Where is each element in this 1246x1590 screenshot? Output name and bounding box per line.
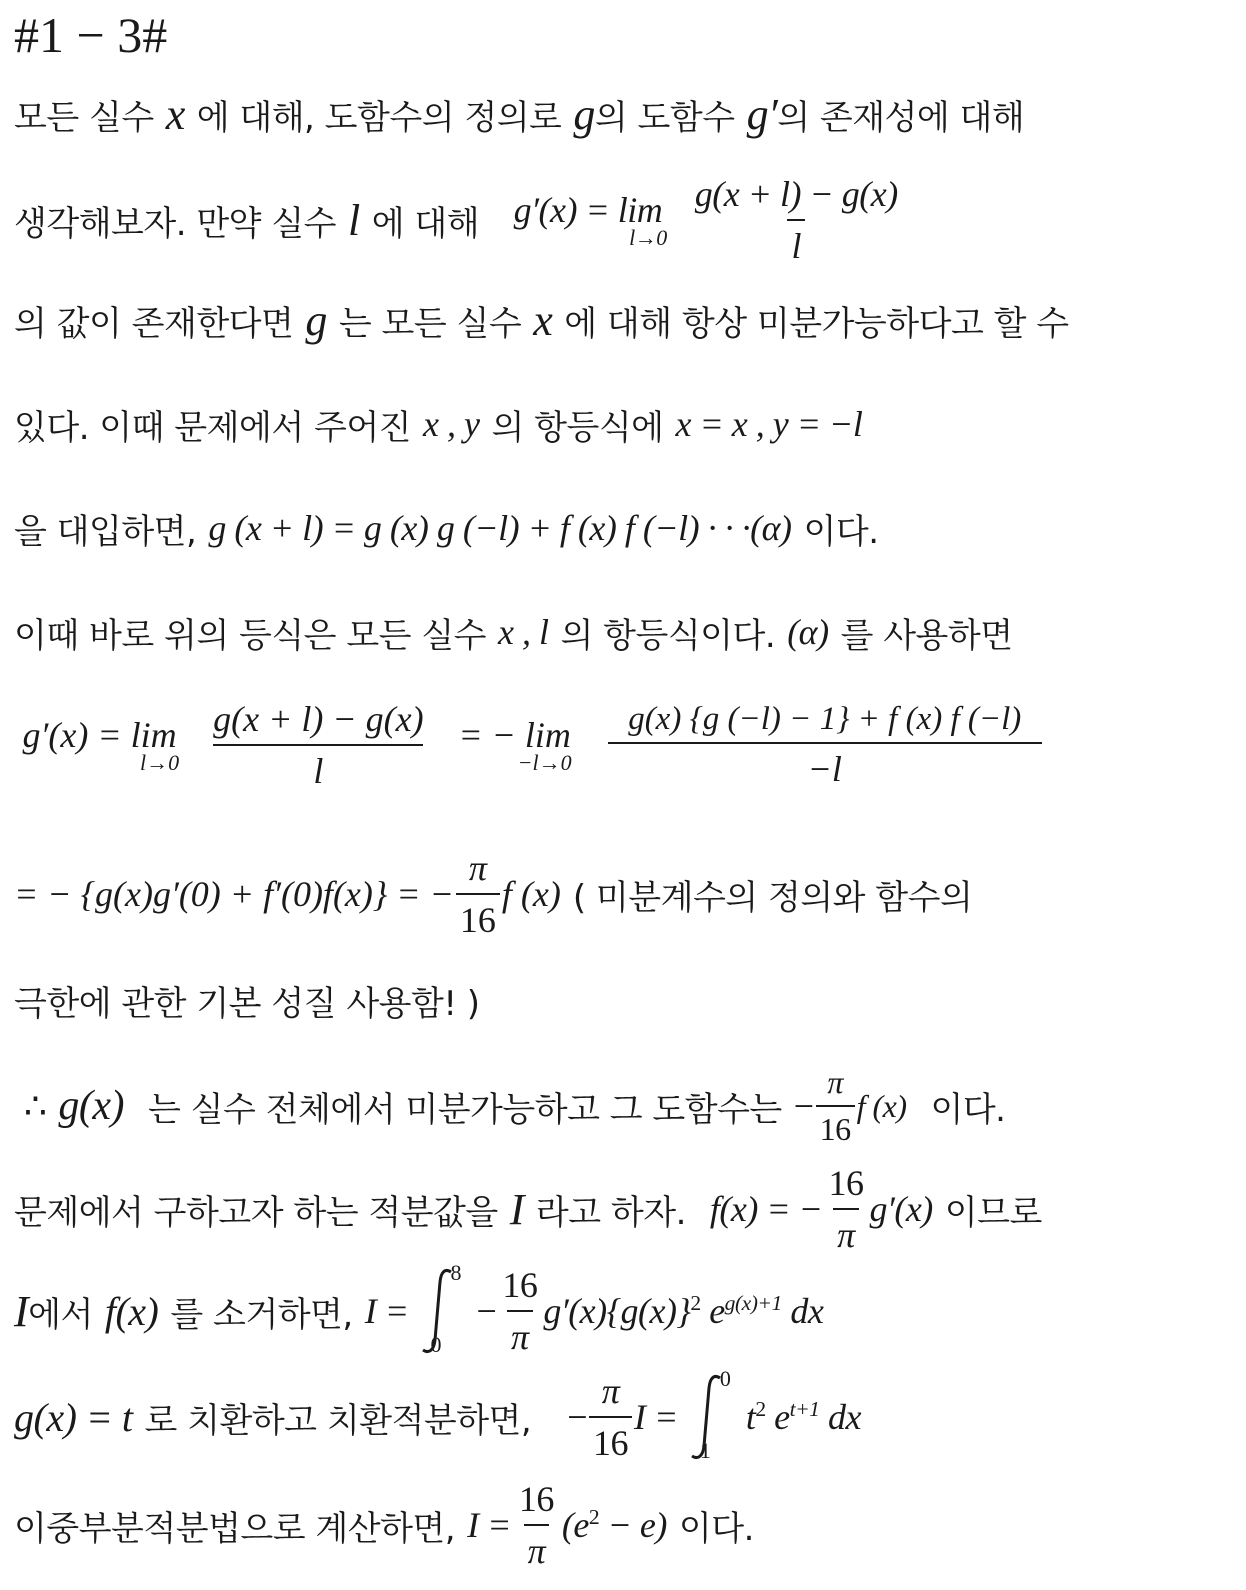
denominator: 16 — [816, 1105, 855, 1148]
minus: − — [476, 1291, 497, 1331]
denominator: l — [213, 744, 423, 792]
result-open: (e — [561, 1505, 589, 1545]
math-x: x — [165, 89, 185, 139]
text: 이다. — [930, 1089, 1006, 1130]
integral-sign — [684, 1366, 731, 1463]
denominator: 16 — [456, 893, 500, 941]
text: 는 모든 실수 — [338, 303, 522, 344]
minus: − — [567, 1397, 588, 1437]
e-base: e — [774, 1397, 790, 1437]
text: 모든 실수 — [14, 97, 154, 138]
math-gprime: g′ — [746, 89, 778, 139]
limit-sub: l→0 — [629, 225, 667, 250]
text: 이다. — [803, 511, 879, 552]
therefore-symbol: ∴ — [24, 1086, 47, 1126]
text: 극한에 관한 기본 성질 사용함! ) — [14, 983, 480, 1024]
math-I-eq: I = — [634, 1397, 678, 1437]
math-fx: f (x) — [501, 874, 561, 914]
text: 문제에서 구하고자 하는 적분값을 — [14, 1192, 498, 1233]
exponent: g(x)+1 — [724, 1291, 782, 1315]
text: 이다. — [678, 1508, 754, 1549]
fraction — [515, 1478, 558, 1572]
text: 의 존재성에 대해 — [777, 97, 1025, 138]
integrand — [746, 1396, 861, 1438]
fraction — [456, 847, 500, 941]
limit-1 — [20, 714, 179, 776]
math-I-eq: I = — [364, 1291, 409, 1331]
text: 이므로 — [944, 1192, 1042, 1233]
text: 생각해보자. 만약 실수 — [14, 203, 337, 244]
math-lhs: g′(x) = lim — [513, 190, 663, 230]
limit-2 — [458, 714, 572, 776]
line-7 — [14, 690, 1048, 800]
math-subst: x = x , y = −l — [675, 404, 863, 444]
fraction-1 — [205, 698, 432, 792]
page-title — [14, 6, 167, 64]
math-fx: f (x) — [856, 1087, 907, 1124]
upper-limit: 8 — [450, 1260, 461, 1285]
text: 을 대입하면, — [14, 511, 197, 552]
math-fx: f(x) = − — [709, 1189, 823, 1229]
text: ( 미분계수의 정의와 함수의 — [572, 877, 973, 918]
denominator: π — [833, 1208, 859, 1256]
result-rest: − e) — [599, 1505, 667, 1545]
integrand — [543, 1290, 823, 1332]
math-gx: g(x) — [58, 1083, 125, 1129]
fraction — [824, 1162, 867, 1256]
numerator: π — [601, 1371, 620, 1411]
math-I: I — [14, 1286, 29, 1336]
math-gprime: g′(x) — [869, 1189, 933, 1229]
text: 에서 — [28, 1294, 93, 1335]
title-text: #1 − 3# — [14, 7, 168, 63]
numerator: g(x) {g (−l) − 1} + f (x) f (−l) — [628, 700, 1022, 737]
math-x: x — [533, 295, 553, 345]
line-3 — [14, 292, 1069, 348]
fraction — [589, 1370, 632, 1464]
upper-limit: 0 — [719, 1366, 731, 1391]
numerator: 16 — [502, 1265, 538, 1305]
math-lhs: g′(x) = lim — [22, 715, 177, 755]
line-14 — [14, 1470, 754, 1580]
line-10 — [24, 1056, 1005, 1156]
line-2 — [14, 170, 908, 270]
integrand-main: g′(x){g(x)} — [543, 1291, 691, 1331]
limit-sub: l→0 — [140, 750, 180, 775]
math-I-eq: I = — [467, 1505, 511, 1545]
exponent: 2 — [588, 1505, 600, 1529]
math-xy: x , y — [423, 404, 480, 444]
line-1 — [14, 86, 1024, 142]
math-expansion: = − {g(x)g′(0) + f′(0)f(x)} = − — [14, 874, 454, 914]
fraction — [816, 1064, 855, 1148]
exponent: 2 — [755, 1397, 766, 1421]
text: 에 대해 항상 미분가능하다고 할 수 — [564, 303, 1069, 344]
exponent: t+1 — [789, 1397, 820, 1421]
line-6 — [14, 604, 1013, 660]
line-9 — [14, 972, 480, 1028]
limit-sub: −l→0 — [517, 750, 572, 775]
numerator: 16 — [518, 1479, 554, 1519]
numerator: π — [827, 1064, 843, 1100]
math-g: g — [573, 89, 595, 139]
denominator: π — [507, 1310, 533, 1358]
line-11 — [14, 1154, 1042, 1264]
exponent: 2 — [690, 1291, 701, 1315]
lower-limit: 1 — [699, 1438, 711, 1463]
denominator: 16 — [589, 1416, 632, 1464]
math-I: I — [509, 1184, 524, 1234]
text: 있다. 이때 문제에서 주어진 — [14, 407, 412, 448]
line-12 — [14, 1256, 823, 1366]
text: 이중부분적분법으로 계산하면, — [14, 1508, 456, 1549]
limit — [509, 189, 667, 251]
text: 에 대해 — [371, 203, 480, 244]
math-l: l — [348, 195, 360, 245]
numerator: 16 — [828, 1163, 864, 1203]
fraction — [498, 1264, 541, 1358]
text: 로 치환하고 치환적분하면, — [144, 1400, 532, 1441]
line-5 — [14, 500, 879, 556]
result — [562, 1504, 667, 1546]
math-sub: g(x) = t — [14, 1394, 133, 1440]
math-g: g — [305, 295, 327, 345]
text: 의 항등식이다. — [560, 615, 776, 656]
text: 에 대해, 도함수의 정의로 — [196, 97, 562, 138]
text: 의 값이 존재한다면 — [14, 303, 294, 344]
numerator: π — [468, 848, 487, 888]
dx: dx — [827, 1397, 861, 1437]
dx: dx — [790, 1291, 824, 1331]
text: 를 소거하면, — [170, 1294, 353, 1335]
line-13 — [14, 1362, 861, 1472]
numerator: g(x + l) − g(x) — [213, 699, 424, 739]
denominator: l — [787, 219, 805, 267]
math-xl: x , l — [498, 612, 549, 652]
math-fx: f(x) — [104, 1288, 159, 1334]
line-8 — [14, 844, 972, 944]
integral-sign — [415, 1260, 461, 1357]
line-4 — [14, 396, 862, 452]
math-identity: g (x + l) = g (x) g (−l) + f (x) f (−l) · · ·(α) — [208, 508, 792, 548]
denominator: π — [524, 1524, 550, 1572]
e-base: e — [709, 1291, 725, 1331]
lower-limit: 0 — [430, 1332, 441, 1357]
denominator: −l — [608, 742, 1042, 790]
text: 이때 바로 위의 등식은 모든 실수 — [14, 615, 487, 656]
numerator: g(x + l) − g(x) — [694, 174, 898, 214]
t: t — [745, 1397, 756, 1437]
text: 를 사용하면 — [840, 615, 1013, 656]
math-alpha: (α) — [787, 612, 829, 652]
minus: − — [793, 1086, 814, 1126]
math-mid: = − lim — [458, 715, 571, 755]
text: 의 항등식에 — [491, 407, 664, 448]
text: 라고 하자. — [535, 1192, 686, 1233]
text: 는 실수 전체에서 미분가능하고 그 도함수는 — [148, 1089, 782, 1130]
text: 의 도함수 — [594, 97, 735, 138]
fraction-2 — [608, 701, 1042, 790]
fraction — [691, 173, 902, 267]
